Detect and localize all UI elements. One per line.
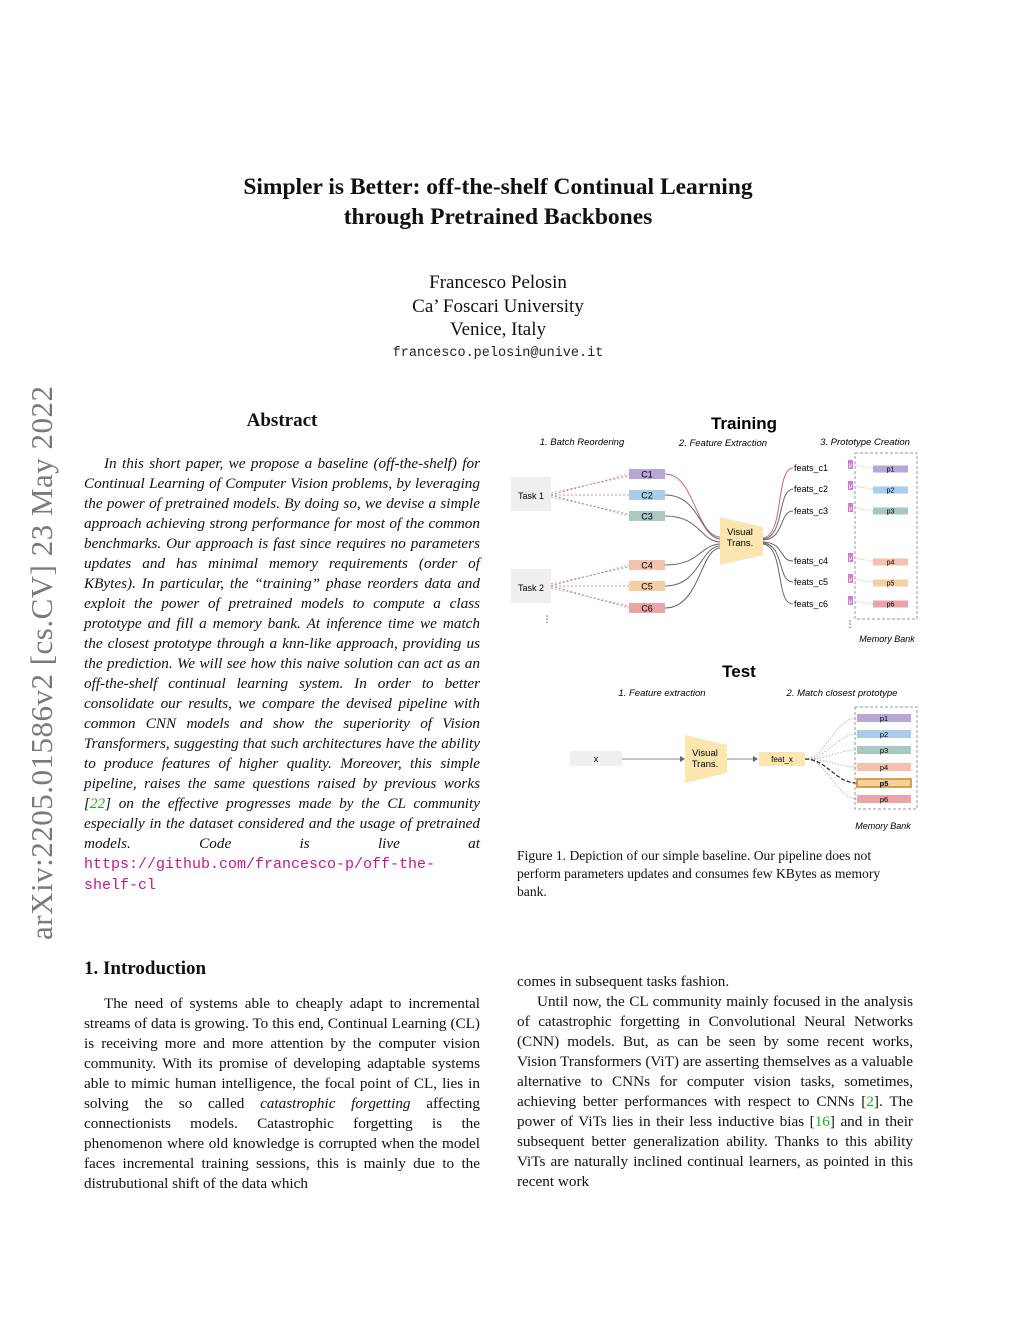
match-links <box>805 718 857 799</box>
figure-caption: Figure 1. Depiction of our simple baseline. Our pipeline does not perform parameters updates and consumes few KBytes as memory bank. <box>517 848 881 899</box>
prototype-train-label-p1: p1 <box>886 466 895 474</box>
author-email: francesco.pelosin@unive.it <box>392 346 604 361</box>
step-prototype-creation: 3. Prototype Creation <box>820 437 910 448</box>
task-2-label: Task 2 <box>517 583 545 593</box>
mean-symbol-3: μ <box>848 506 853 512</box>
abstract-body <box>84 454 480 896</box>
vt-to-feats-curves <box>763 468 793 604</box>
ref-link-2[interactable]: 2 <box>866 1093 874 1110</box>
class-label-c2: C2 <box>641 490 653 501</box>
feats-label-2: feats_c2 <box>794 484 829 494</box>
mean-symbol-1: μ <box>848 463 853 469</box>
arrow-head-1 <box>680 756 685 762</box>
prototype-train-label-p3: p3 <box>886 508 895 516</box>
memory-bank-train-label: Memory Bank <box>859 634 915 644</box>
intro-p2-text-b: ]. The power of ViTs lies in their less inductive bias [ <box>517 1093 913 1130</box>
prototypes-train <box>873 466 908 609</box>
task-class-links-grey <box>551 476 629 606</box>
feats-label-6: feats_c6 <box>794 599 829 609</box>
prototype-train-label-p5: p5 <box>886 580 895 588</box>
class-boxes <box>629 469 665 614</box>
prototypes-test <box>857 714 911 804</box>
step-feature-extraction: 2. Feature Extraction <box>678 438 768 449</box>
test-title: Test <box>722 662 756 681</box>
mean-to-proto-link-5 <box>854 579 873 582</box>
title-line-1: Simpler is Better: off-the-shelf Continual Learning <box>243 174 753 200</box>
class-label-c5: C5 <box>641 581 653 592</box>
arxiv-sidebar <box>24 340 64 940</box>
mean-symbol-2: μ <box>848 484 853 490</box>
feats-labels <box>794 460 873 609</box>
test-step-feature-extraction: 1. Feature extraction <box>618 688 706 699</box>
task-class-links <box>551 474 629 608</box>
class-label-c1: C1 <box>641 469 653 480</box>
class-label-c3: C3 <box>641 511 653 522</box>
prototype-train-label-p2: p2 <box>886 487 895 495</box>
mean-to-proto-link-4 <box>854 558 873 561</box>
intro-text-cont: affecting connectionists models. Catastrophic forgetting is the phenomenon where old knowledge is corrupted when the model faces incremental training sessions, this is mainly due to the distrubutional shift of the data which <box>84 1095 480 1192</box>
title-line-2: through Pretrained Backbones <box>343 204 653 230</box>
feat-x-label: feat_x <box>771 755 793 764</box>
intro-column-left <box>84 994 480 1194</box>
prototype-train-label-p6: p6 <box>886 601 895 609</box>
arrow-head-2 <box>753 756 758 762</box>
vt-test-label-2: Trans. <box>691 759 719 770</box>
abstract-text: In this short paper, we propose a baseline (off-the-shelf) for Continual Learning of Computer Vision problems, by leveraging the power of pretrained models. By doing so, we devise a simple approach achieving strong performance for most of the common benchmarks. Our approach is fast since requires no parameters updates and has minimal memory requirements (order of KBytes). In particular, the “training” phase reorders data and exploit the power of pretrained models to compute a class prototype and fill a memory bank. At inference time we match the closest prototype through a knn-like approach, providing us the prediction. We will see how this naive solution can act as an off-the-shelf continual learning system. In order to better consolidate our results, we compare the devised pipeline with common CNN models and show the superiority of Vision Transformers, suggesting that such architectures have the ability to produce features of higher quality. Moreover, this simple pipeline, raises the same questions raised by previous works [ <box>84 455 480 812</box>
author-name: Francesco Pelosin <box>429 272 567 293</box>
vt-train-label-2: Trans. <box>726 538 754 549</box>
vt-train-label-1: Visual <box>727 527 753 538</box>
class-label-c6: C6 <box>641 603 653 614</box>
code-url-link[interactable]: https://github.com/francesco-p/off-the-shelf-cl <box>84 856 436 894</box>
feats-label-3: feats_c3 <box>794 506 829 516</box>
citation-link[interactable]: 22 <box>89 795 106 812</box>
intro-p2-text-c: ] and in their subsequent better generalization ability. Thanks to this ability ViTs are naturally inclined continual learners, as pointed in this recent work <box>517 1113 913 1190</box>
feats-label-4: feats_c4 <box>794 556 829 566</box>
figure-1-diagram <box>505 405 925 840</box>
mean-to-proto-link-2 <box>854 486 873 489</box>
feats-label-1: feats_c1 <box>794 463 829 473</box>
mean-symbol-6: μ <box>848 599 853 605</box>
intro-continuation: comes in subsequent tasks fashion. <box>517 973 730 990</box>
intro-heading: 1. Introduction <box>84 958 207 979</box>
closest-match-link <box>805 759 857 783</box>
prototype-test-label-p2: p2 <box>879 730 889 739</box>
paper-title <box>160 172 836 232</box>
intro-text: The need of systems able to cheaply adapt to incremental streams of data is growing. To this end, Continual Learning (CL) is receiving more and more attention by the computer vision community. With its promise of developing adaptable systems able to mimic human intelligence, the focal point of CL, lies in solving the so called <box>84 995 480 1112</box>
prototype-test-label-p6: p6 <box>879 795 889 804</box>
mean-to-proto-link-6 <box>854 601 873 604</box>
task-1-label: Task 1 <box>517 491 545 501</box>
input-x-label: x <box>593 754 599 764</box>
class-to-vt-curves <box>665 474 720 608</box>
author-affiliation: Ca’ Foscari University <box>412 296 584 317</box>
mean-symbol-4: μ <box>848 556 853 562</box>
abstract-heading: Abstract <box>246 410 318 431</box>
prototype-test-label-p4: p4 <box>879 763 889 772</box>
intro-emphasis: catastrophic forgetting <box>260 1095 411 1112</box>
class-label-c4: C4 <box>641 560 653 571</box>
abstract-text-cont: ] on the effective progresses made by the CL community especially in the dataset considered and the usage of pretrained models. Code is live at <box>84 795 480 852</box>
mean-to-proto-link-3 <box>854 508 873 511</box>
memory-bank-train-border <box>855 453 917 619</box>
mean-symbol-5: μ <box>848 577 853 583</box>
feats-label-5: feats_c5 <box>794 577 829 587</box>
memory-bank-test-label: Memory Bank <box>855 821 911 831</box>
test-step-match-prototype: 2. Match closest prototype <box>786 688 898 699</box>
mean-to-proto-link-1 <box>854 465 873 468</box>
author-location: Venice, Italy <box>449 319 546 340</box>
prototype-test-label-p3: p3 <box>879 746 889 755</box>
intro-p2-text: Until now, the CL community mainly focused in the analysis of catastrophic forgetting in Convolutional Neural Networks (CNN) models. But, as can be seen by some recent works, Vision Transformers (ViT) are asserting themselves as a valuable alternative to CNNs for computer vision tasks, sometimes, achieving better performances with respect to CNNs [ <box>517 993 913 1110</box>
task-ellipsis: ⋮ <box>542 614 552 624</box>
training-title: Training <box>710 414 778 433</box>
prototype-train-label-p4: p4 <box>886 559 895 567</box>
vt-test-label-1: Visual <box>692 748 718 759</box>
memory-ellipsis: ⋮ <box>845 619 855 629</box>
ref-link-16[interactable]: 16 <box>814 1113 830 1130</box>
prototype-test-label-p1: p1 <box>879 714 889 723</box>
intro-column-right <box>517 972 913 1192</box>
prototype-test-label-p5: p5 <box>879 779 889 788</box>
step-batch-reordering: 1. Batch Reordering <box>539 437 625 448</box>
arxiv-identifier: arXiv:2205.01586v2 [cs.CV] 23 May 2022 <box>24 385 59 940</box>
